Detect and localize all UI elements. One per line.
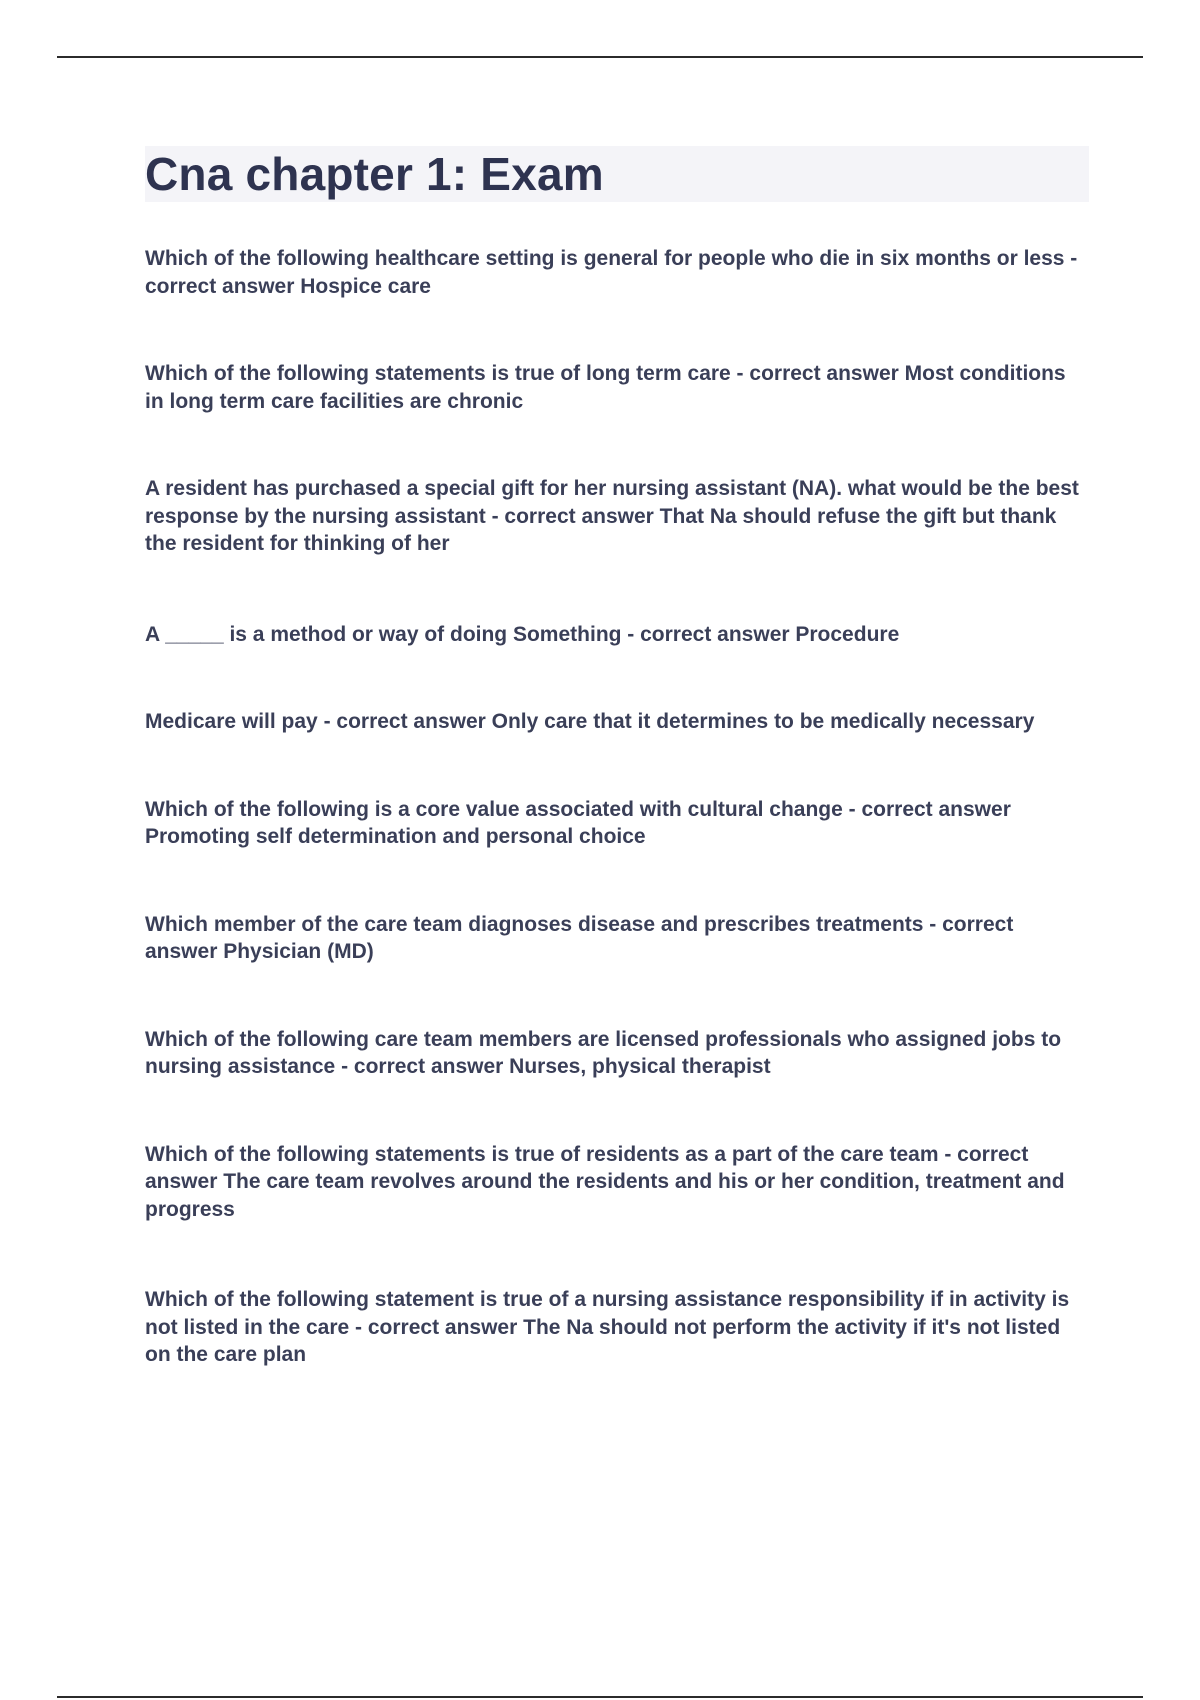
top-rule: [57, 56, 1143, 58]
qa-item: Which of the following statements is true of residents as a part of the care team - correct answer The care team revolves around the residents and his or her condition, treatment and progress: [145, 1142, 1065, 1221]
bottom-rule: [57, 1696, 1143, 1698]
qa-list: [145, 245, 1089, 1369]
qa-item: Which of the following healthcare setting is general for people who die in six months or less - correct answer Hospice care: [145, 247, 1078, 298]
title-band: [145, 146, 1089, 202]
qa-item: Which of the following is a core value associated with cultural change - correct answer Promoting self determination and personal choice: [145, 797, 1011, 848]
page-title: Cna chapter 1: Exam: [145, 148, 604, 200]
qa-item: A resident has purchased a special gift for her nursing assistant (NA). what would be the best response by the nursing assistant - correct answer That Na should refuse the gift but thank the resident for thinking of her: [145, 477, 1079, 555]
qa-item: Medicare will pay - correct answer Only care that it determines to be medically necessary: [145, 710, 1035, 733]
qa-item: Which of the following statements is true of long term care - correct answer Most conditions in long term care facilities are chronic: [145, 362, 1066, 413]
qa-item: A _____ is a method or way of doing Something - correct answer Procedure: [145, 622, 900, 646]
qa-item: Which member of the care team diagnoses disease and prescribes treatments - correct answer Physician (MD): [145, 912, 1014, 963]
qa-item: Which of the following statement is true of a nursing assistance responsibility if in activity is not listed in the care - correct answer The Na should not perform the activity if it's not listed on the care plan: [145, 1288, 1070, 1366]
qa-item: Which of the following care team members are licensed professionals who assigned jobs to nursing assistance - correct answer Nurses, physical therapist: [145, 1027, 1062, 1078]
document-body: [145, 146, 1089, 1369]
